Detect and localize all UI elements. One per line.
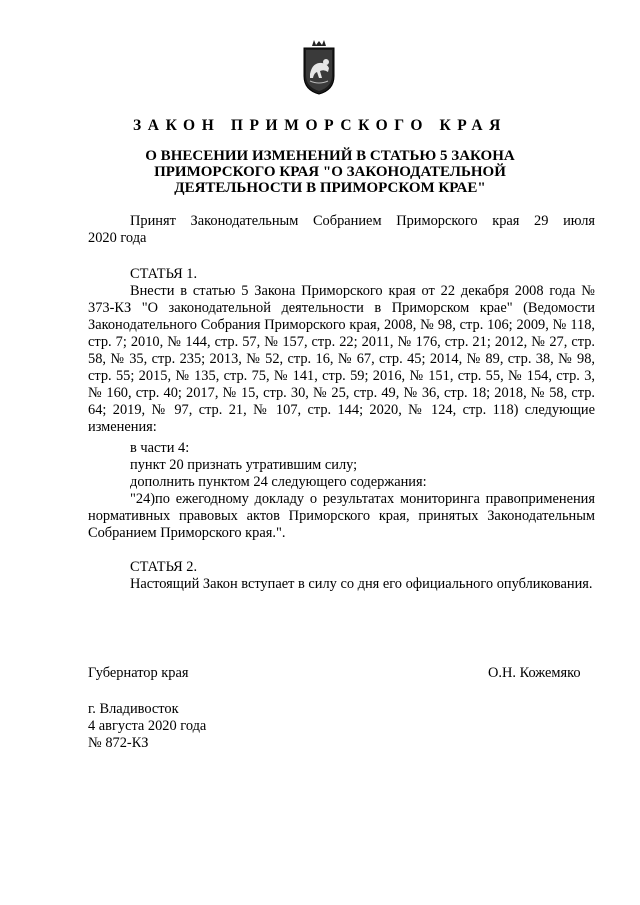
article-1-item-add: дополнить пунктом 24 следующего содержания: [130, 474, 427, 490]
coat-of-arms-emblem [302, 38, 336, 96]
article-1-item-part4: в части 4: [130, 440, 190, 456]
signatory-name: О.Н. Кожемяко [488, 665, 581, 681]
footer-number: № 872-КЗ [88, 735, 149, 751]
article-2-heading: СТАТЬЯ 2. [130, 559, 198, 575]
article-2-body: Настоящий Закон вступает в силу со дня его официального опубликования. [130, 576, 593, 592]
adoption-line: Принят Законодательным Собранием Приморского края 29 июля [130, 213, 595, 229]
law-title: ЗАКОН ПРИМОРСКОГО КРАЯ [133, 117, 507, 134]
signatory-position: Губернатор края [88, 665, 189, 681]
article-1-body: Внести в статью 5 Закона Приморского края от 22 декабря 2008 года № 373-КЗ "О законодательной деятельности в Приморском крае" (Ведомости Законодательного Собрания Приморского края, 2008, № 98, стр. 106; 2009, № 118, стр. 7; 2010, № 144, стр. 57, № 157, стр. 22; 2011, № 176, стр. 21; 2012, № 27, стр. 58, № 35, стр. 235; 2013, № 52, стр. 16, № 67, стр. 45; 2014, № 89, стр. 38, № 98, стр. 55; 2015, № 135, стр. 75, № 141, стр. 59; 2016, № 151, стр. 55, № 154, стр. 3, № 160, стр. 40; 2017, № 15, стр. 30, № 25, стр. 49, № 36, стр. 18; 2018, № 58, стр. 64; 2019, № 97, стр. 21, № 107, стр. 144; 2020, № 124, стр. 118) следующие изменения: [88, 283, 595, 435]
adoption-year: 2020 года [88, 230, 147, 246]
footer-date: 4 августа 2020 года [88, 718, 207, 734]
article-1-heading: СТАТЬЯ 1. [130, 266, 198, 282]
law-subtitle: О ВНЕСЕНИИ ИЗМЕНЕНИЙ В СТАТЬЮ 5 ЗАКОНА ПРИМОРСКОГО КРАЯ "О ЗАКОНОДАТЕЛЬНОЙ ДЕЯТЕЛЬНОСТИ В ПРИМОРСКОМ КРАЕ" [145, 148, 515, 196]
article-1-quote: "24)по ежегодному докладу о результатах мониторинга правоприменения нормативных правовых актов Приморского края, принятых Законодательным Собранием Приморского края.". [88, 491, 595, 541]
footer-city: г. Владивосток [88, 701, 179, 717]
article-1-item-repeal: пункт 20 признать утратившим силу; [130, 457, 358, 473]
